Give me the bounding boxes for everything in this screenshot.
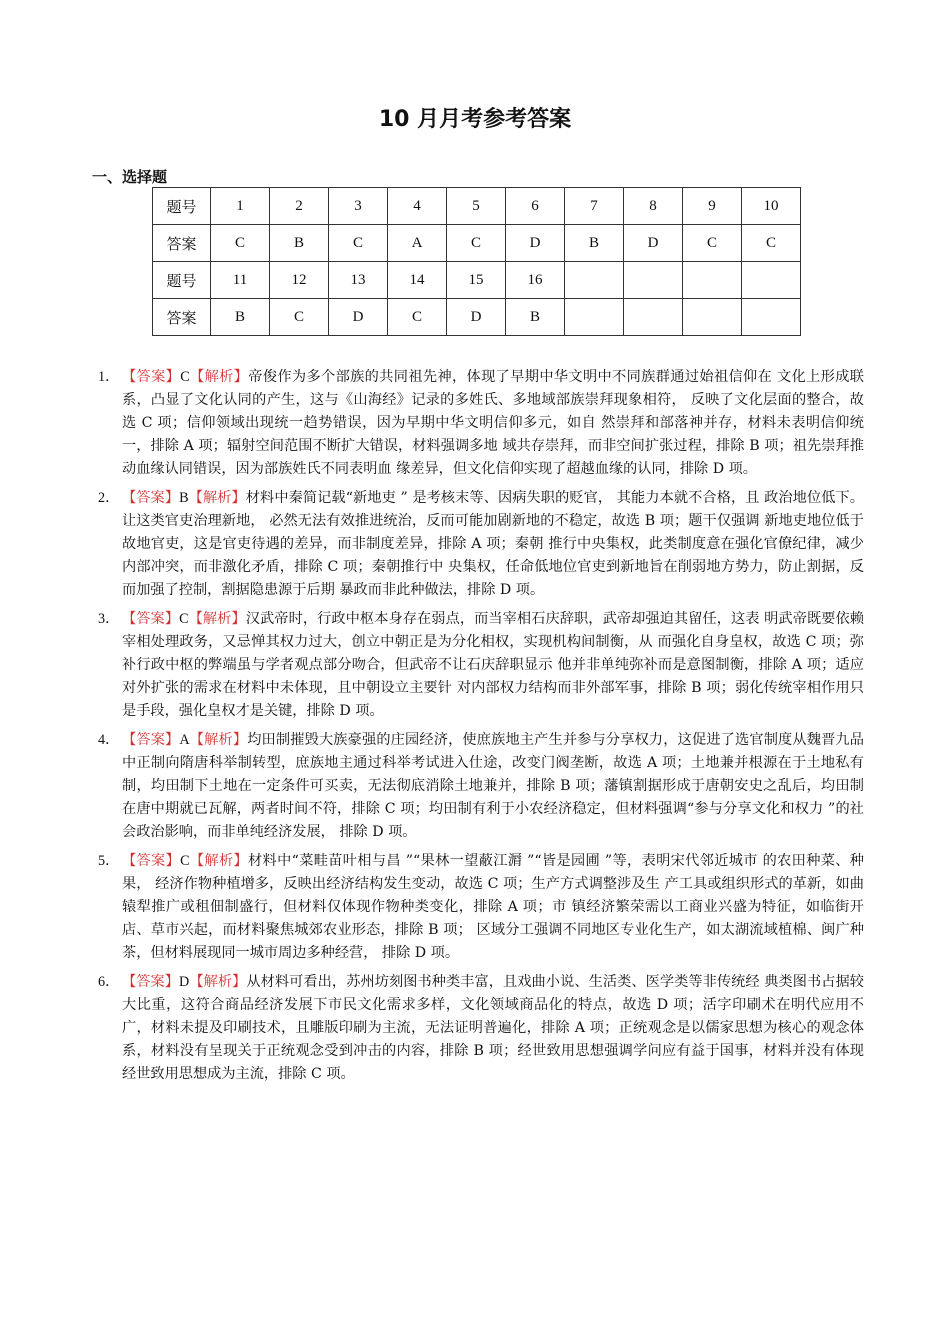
table-cell	[624, 262, 683, 299]
answer-letter: C	[180, 853, 190, 869]
table-row	[153, 299, 801, 336]
table-row-header: 题号	[153, 188, 211, 225]
table-cell	[624, 299, 683, 336]
answer-label: 【答案】	[122, 490, 180, 506]
answer-label: 【答案】	[122, 369, 181, 385]
page-title: 10 月月考参考答案	[378, 107, 572, 132]
answer-table	[152, 187, 801, 336]
table-cell: 2	[270, 188, 329, 225]
item-number: 1．	[98, 369, 120, 385]
answer-letter: A	[179, 732, 190, 748]
table-cell: A	[388, 225, 447, 262]
answer-explanations	[98, 366, 864, 1092]
analysis-label: 【解析】	[188, 611, 246, 627]
table-cell: C	[270, 299, 329, 336]
table-cell: C	[742, 225, 801, 262]
answer-item	[98, 487, 864, 602]
answer-letter: C	[179, 611, 189, 627]
analysis-label: 【解析】	[189, 853, 249, 869]
item-number: 6．	[98, 974, 120, 990]
answer-letter: D	[179, 974, 190, 990]
table-cell: 5	[447, 188, 506, 225]
table-cell	[742, 262, 801, 299]
answer-label: 【答案】	[122, 611, 180, 627]
analysis-text: 汉武帝时，行政中枢本身存在弱点，而当宰相石庆辞职，武帝却强迫其留任，这表 明武帝既要依赖宰相处理政务，又忌惮其权力过大，创立中朝正是为分化相权，实现机构间制衡，从 而强化自身皇权，故选 C 项；弥补行政中枢的弊端虽与学者观点部分吻合，但武帝不让石庆辞职显示 他并非单纯弥补而是意图制衡，排除 A 项；适应对外扩张的需求在材料中未体现，且中朝设立主要针 对内部权力结构而非外部军事，排除 B 项；弱化传统宰相作用只是手段，强化皇权才是关键，排除 D 项。	[122, 611, 864, 719]
table-cell: 4	[388, 188, 447, 225]
table-cell: C	[447, 225, 506, 262]
table-row	[153, 262, 801, 299]
table-cell	[683, 299, 742, 336]
table-cell: 15	[447, 262, 506, 299]
analysis-label: 【解析】	[188, 490, 246, 506]
analysis-text: 材料中秦简记载“新地吏 ” 是考核末等、因病失职的贬官， 其能力本就不合格，且 政治地位低下。让这类官吏治理新地， 必然无法有效推进统治，反而可能加剧新地的不稳定，故选 B 项；题干仅强调 新地吏地位低于故地官吏，这是官吏待遇的差异，而非制度差异，排除 A 项；秦朝 推行中央集权，此类制度意在强化官僚纪律，减少内部冲突，而非激化矛盾，排除 C 项；秦朝推行中 央集权，任命低地位官吏到新地旨在削弱地方势力，防止割据，反而加强了控制，割据隐患源于后期 暴政而非此种做法，排除 D 项。	[122, 490, 864, 598]
table-cell: 3	[329, 188, 388, 225]
answer-label: 【答案】	[122, 853, 181, 869]
answer-item	[98, 608, 864, 723]
table-cell	[565, 262, 624, 299]
table-row-header: 答案	[153, 225, 211, 262]
table-cell: B	[565, 225, 624, 262]
answer-item	[98, 850, 864, 965]
analysis-label: 【解析】	[189, 369, 249, 385]
analysis-text: 材料中“菜畦苗叶相与昌 ”“果林一望蔽江漘 ”“皆是园圃 ”等，表明宋代邻近城市 的农田种菜、种果， 经济作物种植增多，反映出经济结构发生变动，故选 C 项；生产方式调整涉及生 产工具或组织形式的革新，如曲辕犁推广或租佃制盛行，但材料仅体现作物种类变化，排除 A 项；市 镇经济繁荣需以工商业兴盛为特征，如临街开店、草市兴起，而材料聚焦城郊农业形态，排除 B 项； 区域分工强调不同地区专业化生产，如太湖流域植棉、闽广种茶，但材料展现同一城市周边多种经营， 排除 D 项。	[122, 853, 864, 961]
section-heading: 一、选择题	[92, 168, 168, 186]
analysis-text: 均田制摧毁大族豪强的庄园经济，使庶族地主产生并参与分享权力，这促进了选官制度从魏晋九品中正制向隋唐科举制转型，庶族地主通过科举考试进入仕途，改变门阀垄断，故选 A 项；土地兼并根源在于土地私有制，均田制下土地在一定条件可买卖，无法彻底消除土地兼并，排除 B 项；藩镇割据形成于唐朝安史之乱后，均田制在唐中期就已瓦解，两者时间不符，排除 C 项；均田制有利于小农经济稳定，但材料强调“参与分享文化和权力 ”的社会政治影响，而非单纯经济发展， 排除 D 项。	[122, 732, 864, 840]
table-cell: 7	[565, 188, 624, 225]
table-cell: C	[683, 225, 742, 262]
table-cell: 13	[329, 262, 388, 299]
analysis-label: 【解析】	[189, 732, 248, 748]
table-cell	[742, 299, 801, 336]
analysis-text: 从材料可看出，苏州坊刻图书种类丰富，且戏曲小说、生活类、医学类等非传统经 典类图书占据较大比重，这符合商品经济发展下市民文化需求多样，文化领域商品化的特点，故选 D 项；活字印刷术在明代应用不广，材料未提及印刷技术，且雕版印刷为主流，无法证明普遍化，排除 A 项；正统观念是以儒家思想为核心的观念体系，材料没有呈现关于正统观念受到冲击的内容，排除 B 项；经世致用思想强调学问应有益于国事，材料并没有体现经世致用思想成为主流，排除 C 项。	[122, 974, 864, 1082]
item-number: 4．	[98, 732, 120, 748]
answer-item	[98, 729, 864, 844]
table-cell: 14	[388, 262, 447, 299]
table-cell: 1	[211, 188, 270, 225]
table-cell: D	[506, 225, 565, 262]
table-cell: 8	[624, 188, 683, 225]
table-cell: 6	[506, 188, 565, 225]
answer-letter: B	[179, 490, 189, 506]
answer-letter: C	[180, 369, 190, 385]
table-row	[153, 188, 801, 225]
item-number: 3．	[98, 611, 120, 627]
table-cell: 11	[211, 262, 270, 299]
item-number: 5．	[98, 853, 120, 869]
table-cell	[565, 299, 624, 336]
table-cell: D	[447, 299, 506, 336]
table-cell	[683, 262, 742, 299]
table-row-header: 答案	[153, 299, 211, 336]
table-cell: 12	[270, 262, 329, 299]
table-cell: D	[329, 299, 388, 336]
answer-item	[98, 366, 864, 481]
answer-label: 【答案】	[122, 974, 180, 990]
table-cell: B	[270, 225, 329, 262]
answer-item	[98, 971, 864, 1086]
table-cell: C	[388, 299, 447, 336]
table-cell: B	[211, 299, 270, 336]
answer-label: 【答案】	[122, 732, 180, 748]
table-cell: B	[506, 299, 565, 336]
item-number: 2．	[98, 490, 120, 506]
table-cell: C	[211, 225, 270, 262]
table-cell: 16	[506, 262, 565, 299]
table-cell: C	[329, 225, 388, 262]
table-row	[153, 225, 801, 262]
analysis-label: 【解析】	[189, 974, 247, 990]
analysis-text: 帝俊作为多个部族的共同祖先神，体现了早期中华文明中不同族群通过始祖信仰在 文化上形成联系，凸显了文化认同的产生，这与《山海经》记录的多姓氏、多地域部族崇拜现象相符， 反映了文化层面的整合，故选 C 项；信仰领域出现统一趋势错误，因为早期中华文明信仰多元，如自 然崇拜和部落神并存，材料未表明信仰统一，排除 A 项；辐射空间范围不断扩大错误，材料强调多地 域共存崇拜，而非空间扩张过程，排除 B 项；祖先崇拜推动血缘认同错误，因为部族姓氏不同表明血 缘差异，但文化信仰实现了超越血缘的认同，排除 D 项。	[122, 369, 864, 477]
table-cell: 10	[742, 188, 801, 225]
table-cell: D	[624, 225, 683, 262]
table-row-header: 题号	[153, 262, 211, 299]
table-cell: 9	[683, 188, 742, 225]
